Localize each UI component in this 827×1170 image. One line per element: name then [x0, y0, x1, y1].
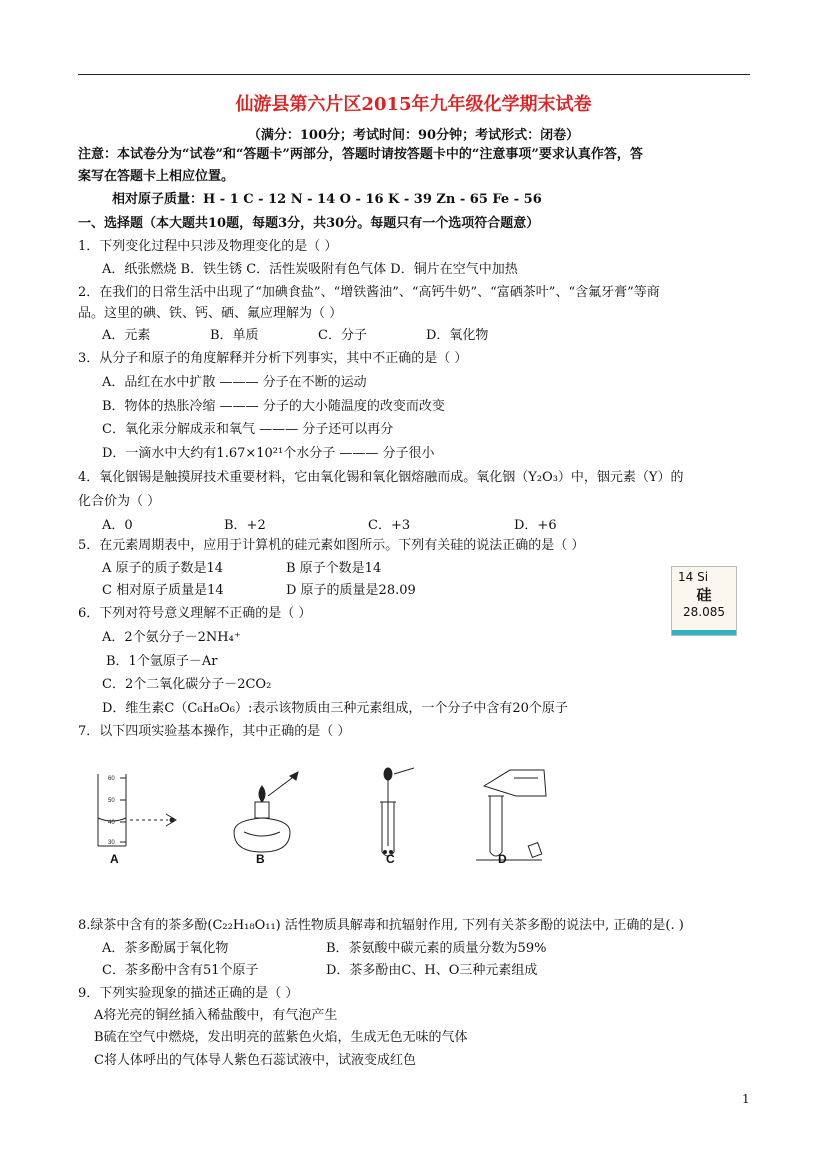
exam-info: （满分：100分；考试时间：90分钟；考试形式：闭卷）: [247, 128, 580, 143]
page-number: 1: [742, 1092, 750, 1106]
question-8-option-b: B．茶氨酸中碳元素的质量分数为59%: [326, 941, 547, 956]
question-6-option-a: A．2个氨分子－2NH₄⁺: [102, 630, 241, 645]
tick-30: 30: [108, 840, 115, 846]
question-5-stem: 5．在元素周期表中，应用于计算机的硅元素如图所示。下列有关硅的说法正确的是（ ）: [78, 538, 585, 553]
question-4-option-c: C．+3: [368, 518, 411, 533]
question-3-option-c: C．氧化汞分解成汞和氧气 ——— 分子还可以再分: [102, 422, 394, 437]
question-6-option-b: B．1个氩原子－Ar: [106, 654, 218, 669]
question-4-option-b: B．+2: [224, 518, 266, 533]
header-rule: [78, 74, 750, 75]
question-4-stem-cont: 化合价为（ ）: [78, 494, 161, 509]
question-9-option-b: B硫在空气中燃烧，发出明亮的蓝紫色火焰，生成无色无味的气体: [94, 1030, 468, 1045]
question-6-stem: 6．下列对符号意义理解不正确的是（ ）: [78, 606, 312, 621]
tick-60: 60: [108, 776, 115, 782]
tick-40: 40: [108, 820, 115, 826]
question-2-option-c: C．分子: [318, 328, 367, 343]
figure-a-cylinder: [98, 774, 176, 846]
figure-d-pouring: [476, 770, 546, 860]
question-5-option-c: C 相对原子质量是14: [102, 583, 224, 598]
question-2-option-d: D．氧化物: [426, 328, 489, 343]
question-3-option-a: A．品红在水中扩散 ——— 分子在不断的运动: [102, 375, 367, 390]
figure-label-c: C: [386, 852, 395, 866]
section-heading: 一、选择题（本大题共10题，每题3分，共30分。每题只有一个选项符合题意）: [78, 216, 540, 231]
question-4-option-d: D．+6: [514, 518, 557, 533]
figure-label-b: B: [256, 852, 265, 866]
question-3-stem: 3．从分子和原子的角度解释并分析下列事实，其中不正确的是（ ）: [78, 351, 468, 366]
figure-label-d: D: [498, 852, 507, 866]
silicon-name: 硅: [696, 586, 712, 604]
question-8-option-c: C．茶多酚中含有51个原子: [102, 963, 259, 978]
page-title: 仙游县第六片区2015年九年级化学期末试卷: [235, 94, 592, 115]
question-3-option-d: D．一滴水中大约有1.67×10²¹个水分子 ——— 分子很小: [102, 446, 435, 461]
question-6-option-d: D．维生素C（C₆H₈O₆）:表示该物质由三种元素组成，一个分子中含有20个原子: [102, 701, 568, 716]
question-8-option-d: D．茶多酚由C、H、O三种元素组成: [326, 963, 538, 978]
question-6-option-c: C．2个二氧化碳分子－2CO₂: [102, 677, 272, 692]
question-5-option-a: A 原子的质子数是14: [102, 561, 224, 576]
question-4-option-a: A．0: [102, 518, 133, 533]
lab-figure-drawing: [84, 766, 564, 876]
question-7-stem: 7．以下四项实验基本操作，其中正确的是（ ）: [78, 724, 351, 739]
tile-accent-bar: [672, 630, 736, 635]
question-8-option-a: A．茶多酚属于氧化物: [102, 941, 229, 956]
figure-b-alcohol-lamp: [234, 772, 298, 852]
notice-line-2: 案写在答题卡上相应位置。: [78, 169, 235, 184]
question-5-option-b: B 原子个数是14: [286, 561, 382, 576]
question-3-option-b: B．物体的热胀冷缩 ——— 分子的大小随温度的改变而改变: [102, 399, 445, 414]
silicon-element-tile: [671, 566, 737, 636]
question-2-stem-cont: 品。这里的碘、铁、钙、硒、氟应理解为（ ）: [78, 306, 343, 321]
silicon-atomic-mass: 28.085: [683, 605, 725, 619]
silicon-atomic-number-symbol: 14 Si: [678, 570, 709, 584]
question-1-stem: 1．下列变化过程中只涉及物理变化的是（ ）: [78, 239, 338, 254]
question-2-stem: 2．在我们的日常生活中出现了“加碘食盐”、“增铁酱油”、“高钙牛奶”、“富硒茶叶”、“含氟牙膏”等商: [78, 285, 660, 300]
lab-operations-figure: [84, 766, 564, 880]
question-2-option-a: A．元素: [102, 328, 151, 343]
figure-label-a: A: [110, 852, 119, 866]
figure-c-test-tube-dropper: [380, 768, 414, 856]
question-8-stem: 8.绿茶中含有的茶多酚(C₂₂H₁₈O₁₁) 活性物质具解毒和抗辐射作用, 下列有关茶多酚的说法中, 正确的是(. ): [78, 918, 684, 933]
notice-line-1: 注意：本试卷分为“试卷”和“答题卡”两部分，答题时请按答题卡中的“注意事项”要求认真作答，答: [78, 147, 643, 162]
question-5-option-d: D 原子的质量是28.09: [286, 583, 416, 598]
atomic-masses: 相对原子质量：H - 1 C - 12 N - 14 O - 16 K - 39 Zn - 65 Fe - 56: [112, 192, 542, 207]
question-9-stem: 9．下列实验现象的描述正确的是（ ）: [78, 986, 299, 1001]
question-4-stem: 4．氧化铟锡是触摸屏技术重要材料，它由氧化锡和氧化铟熔融而成。氧化铟（Y₂O₃）中，铟元素（Y）的: [78, 470, 684, 485]
question-2-option-b: B．单质: [210, 328, 259, 343]
question-9-option-c: C将人体呼出的气体导人紫色石蕊试液中，试液变成红色: [94, 1053, 416, 1068]
tick-50: 50: [108, 798, 115, 804]
question-9-option-a: A将光亮的铜丝插入稀盐酸中，有气泡产生: [94, 1008, 338, 1023]
question-1-options: A．纸张燃烧 B．铁生锈 C．活性炭吸附有色气体 D．铜片在空气中加热: [102, 262, 518, 277]
